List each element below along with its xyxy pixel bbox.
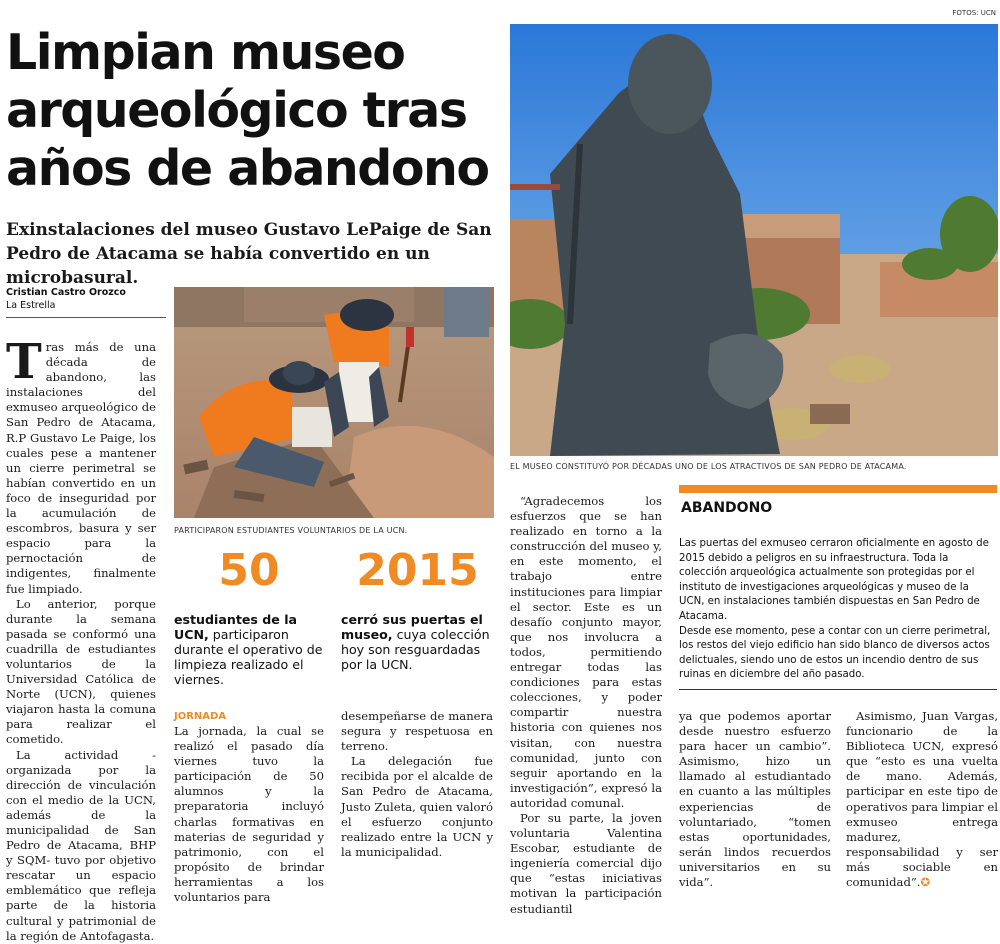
- paragraph: Las puertas del exmuseo cerraron oficialmente en agosto de 2015 debido a peligros en su infraestructura. Toda la colección arqueológica actualmente son protegidas por el instituto de investigaciones arqueológicas y museo de la UCN, en instalaciones también dispuestas en San Pedro de Atacama.: [679, 538, 989, 622]
- abandono-rule: [679, 689, 997, 690]
- headline-line-1: Limpian museo: [6, 24, 405, 81]
- byline-rule: [6, 317, 166, 318]
- stat-number-students: 50: [218, 545, 280, 596]
- photo-credit: FOTOS: UCN: [952, 9, 996, 17]
- paragraph: Lo anterior, porque durante la semana pasada se conformó una cuadrilla de estudiantes voluntarios de la Universidad Católica de Norte (UCN), quienes viajaron hasta la comuna para realizar el cometido.: [6, 596, 156, 747]
- photo-caption-students: PARTICIPARON ESTUDIANTES VOLUNTARIOS DE LA UCN.: [174, 526, 408, 535]
- body-column-2: [174, 724, 324, 905]
- abandono-body: [679, 537, 997, 683]
- abandono-accent-bar: [679, 485, 997, 493]
- body-column-5: [679, 709, 831, 890]
- deck: Exinstalaciones del museo Gustavo LePaige de San Pedro de Atacama se había convertido en un microbasural.: [6, 220, 492, 288]
- headline: [6, 24, 496, 198]
- body-column-4: [510, 494, 662, 917]
- paragraph: desempeñarse de manera segura y respetuosa en terreno.: [341, 709, 493, 754]
- body-column-1: [6, 334, 156, 944]
- paragraph: Desde ese momento, pese a contar con un cierre perimetral, los restos del viejo edificio han sido blanco de diversos actos delictuales, siendo uno de estos un incendio dentro de sus ruinas en diciembre del año pasado.: [679, 625, 991, 681]
- dropcap: T: [6, 334, 42, 390]
- body-column-6: [846, 709, 998, 890]
- paragraph: La actividad -organizada por la dirección de vinculación con el medio de la UCN, además de la municipalidad de San Pedro de Atacama, BHP y SQM- tuvo por objetivo rescatar un espacio emblemático que refleja parte de la historia cultural y patrimonial de la región de Antofagasta.: [6, 747, 156, 943]
- headline-line-3: años de abandono: [6, 140, 489, 197]
- photo-students-cleaning: [174, 287, 494, 518]
- body-column-3: [341, 709, 493, 860]
- stat-text-students: estudiantes de la UCN, participaron durante el operativo de limpieza realizado el viernes.: [174, 612, 323, 687]
- paragraph: Por su parte, la joven voluntaria Valentina Escobar, estudiante de ingeniería comercial dijo que “estas iniciativas motivan la participación estudiantil: [510, 810, 662, 916]
- stat-number-year: 2015: [356, 545, 479, 596]
- photo-statue-illustration: [510, 24, 998, 456]
- photo-caption-museum: EL MUSEO CONSTITUYÓ POR DÉCADAS UNO DE LOS ATRACTIVOS DE SAN PEDRO DE ATACAMA.: [510, 462, 907, 471]
- paragraph: La delegación fue recibida por el alcalde de San Pedro de Atacama, Justo Zuleta, quien valoró el esfuerzo conjunto realizado entre la UCN y la municipalidad.: [341, 754, 493, 859]
- paragraph: Tras más de una década de abandono, las instalaciones del exmuseo arqueológico de San Pedro de Atacama, R.P Gustavo Le Paige, los cuales pese a mantener un cierre perimetral se habían convertido en un foco de inseguridad por la acumulación de escombros, basura y ser espacio para la pernoctación de indigentes, finalmente fue limpiado.: [6, 334, 156, 596]
- paragraph: “Agradecemos los esfuerzos que se han realizado en torno a la construcción del museo y, en este momento, el trabajo entre instituciones para limpiar el sector. Este es un desafío conjunto mayor, que nos involucra a todos, permitiendo entregar todas las condiciones para estas colecciones, y poder compartir nuestra historia con quienes nos visitan, con nuestra comunidad, junto con seguir aportando en la investigación”, expresó la autoridad comunal.: [510, 494, 662, 810]
- subhead-jornada: JORNADA: [174, 711, 227, 722]
- headline-line-2: arqueológico tras: [6, 82, 467, 139]
- abandono-title: ABANDONO: [681, 500, 773, 516]
- photo-students-illustration: [174, 287, 494, 518]
- paragraph: ya que podemos aportar desde nuestro esfuerzo para hacer un cambio”. Asimismo, hizo un llamado al estudiantado en cuanto a las múltiples experiencias de voluntariado, “tomen estas oportunidades, serán lindos recuerdos universitarios en su vida”.: [679, 709, 831, 890]
- photo-museum-statue: [510, 24, 998, 456]
- paragraph: Asimismo, Juan Vargas, funcionario de la Biblioteca UCN, expresó que “esto es una vuelta de mano. Además, participar en este tipo de operativos para limpiar el exmuseo entrega madurez, responsabilidad y ser más sociable en comunidad”.✪: [846, 709, 998, 890]
- paragraph: La jornada, la cual se realizó el pasado día viernes tuvo la participación de 50 alumnos y la preparatoria incluyó charlas formativas en materias de seguridad y patrimonio, con el propósito de brindar herramientas a los voluntarios para: [174, 724, 324, 905]
- byline-author: Cristian Castro Orozco: [6, 287, 126, 298]
- stat-text-year: cerró sus puertas el museo, cuya colección hoy son resguardadas por la UCN.: [341, 612, 490, 672]
- byline: [6, 286, 166, 312]
- end-mark-icon: ✪: [920, 875, 931, 890]
- byline-outlet: La Estrella: [6, 300, 56, 311]
